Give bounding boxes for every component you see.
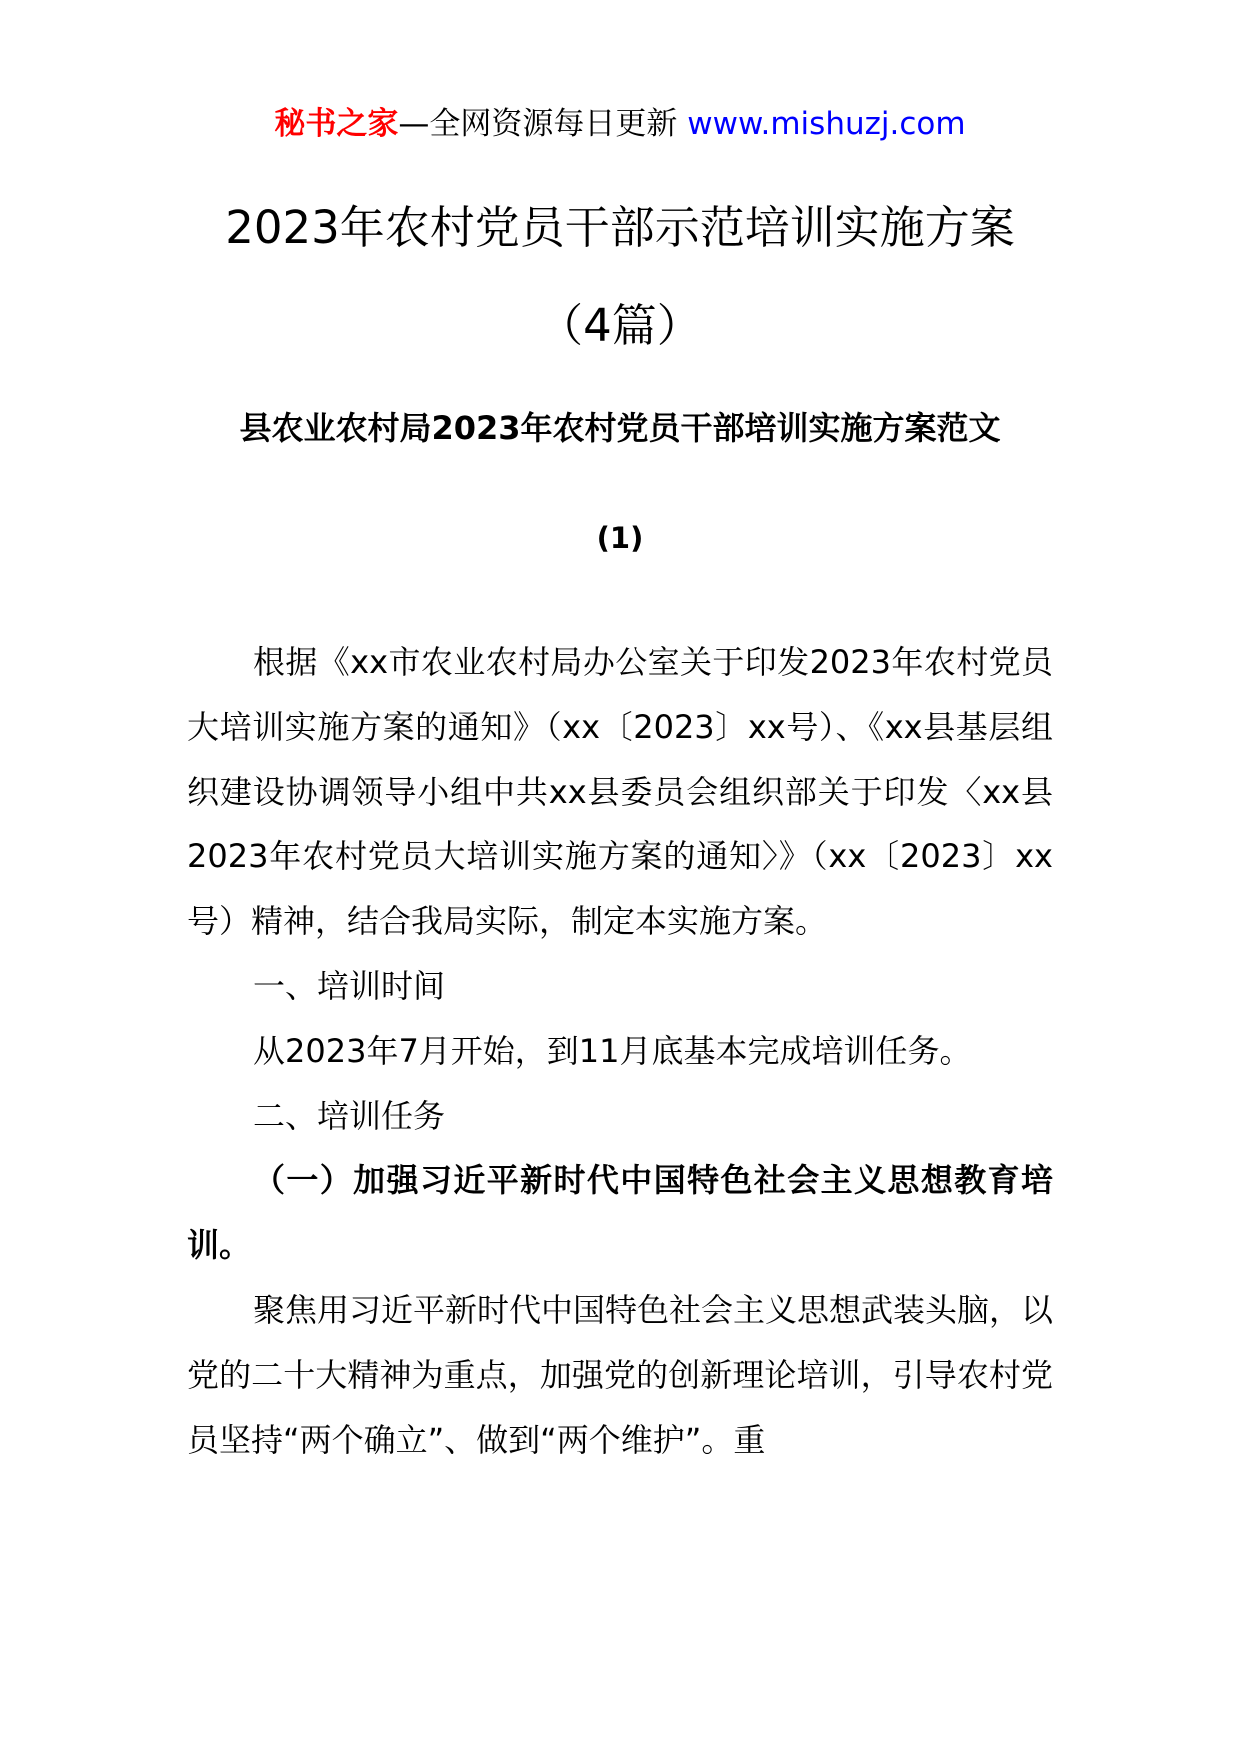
intro-paragraph: 根据《xx市农业农村局办公室关于印发2023年农村党员大培训实施方案的通知》（xx〔2023〕xx号）、《xx县基层组织建设协调领导小组中共xx县委员会组织部关于印发〈xx县2023年农村党员大培训实施方案的通知〉》（xx〔2023〕xx号）精神，结合我局实际，制定本实施方案。 <box>187 643 1053 941</box>
subsection-heading-1: （一）加强习近平新时代中国特色社会主义思想教育培训。 <box>187 1161 1053 1265</box>
site-brand: 秘书之家 <box>274 106 399 142</box>
document-title: 2023年农村党员干部示范培训实施方案 <box>225 201 1015 254</box>
section-heading-training-tasks: 二、培训任务 <box>253 1096 446 1135</box>
site-tagline: —全网资源每日更新 <box>398 106 678 142</box>
document-subtitle: 县农业农村局2023年农村党员干部培训实施方案范文 <box>239 409 1001 447</box>
site-header <box>0 102 1240 146</box>
training-time-paragraph: 从2023年7月开始，到11月底基本完成培训任务。 <box>253 1031 972 1070</box>
section-heading-training-time: 一、培训时间 <box>253 966 446 1005</box>
subsection-1-paragraph: 聚焦用习近平新时代中国特色社会主义思想武装头脑，以党的二十大精神为重点，加强党的创新理论培训，引导农村党员坚持“两个确立”、做到“两个维护”。重 <box>187 1290 1054 1459</box>
site-url-link[interactable]: www.mishuzj.com <box>687 106 966 142</box>
part-number: (1) <box>596 521 644 555</box>
document-title-count: （4篇） <box>538 299 702 352</box>
document-body <box>187 630 1053 1472</box>
